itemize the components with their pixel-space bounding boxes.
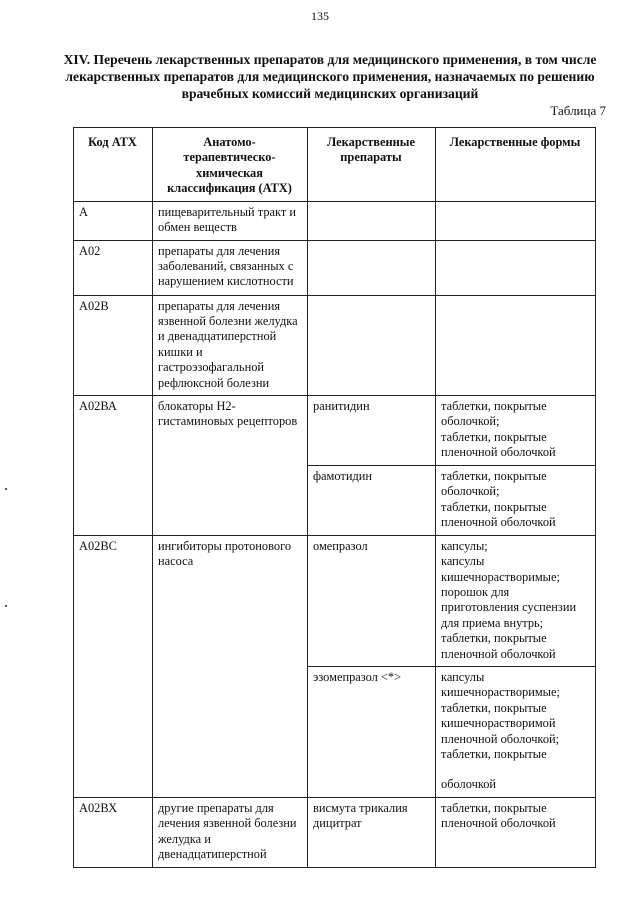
dosage-forms [436, 797, 596, 867]
dosage-forms [436, 295, 596, 395]
table-row [74, 240, 596, 295]
atc-code: А02ВА [74, 396, 153, 536]
atc-code: А02ВС [74, 535, 153, 797]
table-caption: Таблица 7 [550, 103, 606, 118]
table-row [74, 797, 596, 867]
dosage-form: порошок для приготовления суспензии для приема внутрь; [441, 584, 577, 630]
dosage-form: таблетки, покрытые оболочкой; [441, 468, 547, 499]
table-row [74, 535, 596, 666]
table-row [74, 201, 596, 240]
header-drugs: Лекарственные препараты [308, 128, 436, 202]
header-code: Код АТХ [74, 128, 153, 202]
header-dosage-forms: Лекарственные формы [436, 128, 596, 202]
atc-name: препараты для лечения язвенной болезни желудка и двенадцатиперстной кишки и гастроэзофагальной рефлюксной болезни [153, 295, 308, 395]
drug-name: фамотидин [308, 465, 436, 535]
atc-code: А [74, 201, 153, 240]
dosage-form: таблетки, покрытые пленочной оболочкой [441, 499, 556, 529]
dosage-form: таблетки, покрытые пленочной оболочкой [441, 429, 556, 460]
drug-name: висмута трикалия дицитрат [308, 797, 436, 867]
drug-name: ранитидин [308, 396, 436, 466]
atc-name: блокаторы Н2-гистаминовых рецепторов [153, 396, 308, 536]
dosage-form: таблетки, покрытые пленочной оболочкой [441, 631, 556, 661]
dosage-forms [436, 201, 596, 240]
table-row [74, 396, 596, 466]
dosage-forms [436, 465, 596, 535]
atc-name: пищеварительный тракт и обмен веществ [153, 201, 308, 240]
dosage-forms [436, 240, 596, 295]
blank-line [441, 762, 589, 777]
scan-mark [5, 605, 7, 607]
table-row [74, 295, 596, 395]
dosage-forms [436, 535, 596, 666]
dosage-form: таблетки, покрытые пленочной оболочкой [441, 800, 556, 831]
drug-name: омепразол [308, 535, 436, 666]
atc-name: другие препараты для лечения язвенной болезни желудка и двенадцатиперстной [153, 797, 308, 867]
atc-code: А02 [74, 240, 153, 295]
atc-code: А02В [74, 295, 153, 395]
dosage-form: оболочкой [441, 777, 497, 792]
page-number: 135 [311, 9, 329, 23]
dosage-forms [436, 396, 596, 466]
drug-name [308, 295, 436, 395]
section-title: XIV. Перечень лекарственных препаратов для медицинского применения, в том числе лекарственных препаратов для медицинского применения, назначаемых по решению врачебных комиссий медицинских организаций [63, 52, 597, 101]
drug-name [308, 201, 436, 240]
atc-name: ингибиторы протонового насоса [153, 535, 308, 797]
dosage-form: таблетки, покрытые кишечнорастворимой пленочной оболочкой; [441, 700, 560, 746]
dosage-form: таблетки, покрытые оболочкой; [441, 399, 547, 429]
drug-name [308, 240, 436, 295]
drug-table [73, 127, 596, 868]
dosage-form: капсулы; [441, 538, 488, 553]
header-atc-classification: Анатомо-терапевтическо-химическая классификация (АТХ) [153, 128, 308, 202]
atc-name: препараты для лечения заболеваний, связанных с нарушением кислотности [153, 240, 308, 295]
dosage-form: капсулы кишечнорастворимые; [441, 554, 560, 584]
atc-code: А02ВХ [74, 797, 153, 867]
table-header-row [74, 128, 596, 202]
dosage-form: капсулы кишечнорастворимые; [441, 669, 560, 700]
drug-name: эзомепразол <*> [308, 666, 436, 797]
dosage-forms [436, 666, 596, 797]
dosage-form: таблетки, покрытые [441, 746, 547, 761]
scan-mark [5, 488, 7, 490]
